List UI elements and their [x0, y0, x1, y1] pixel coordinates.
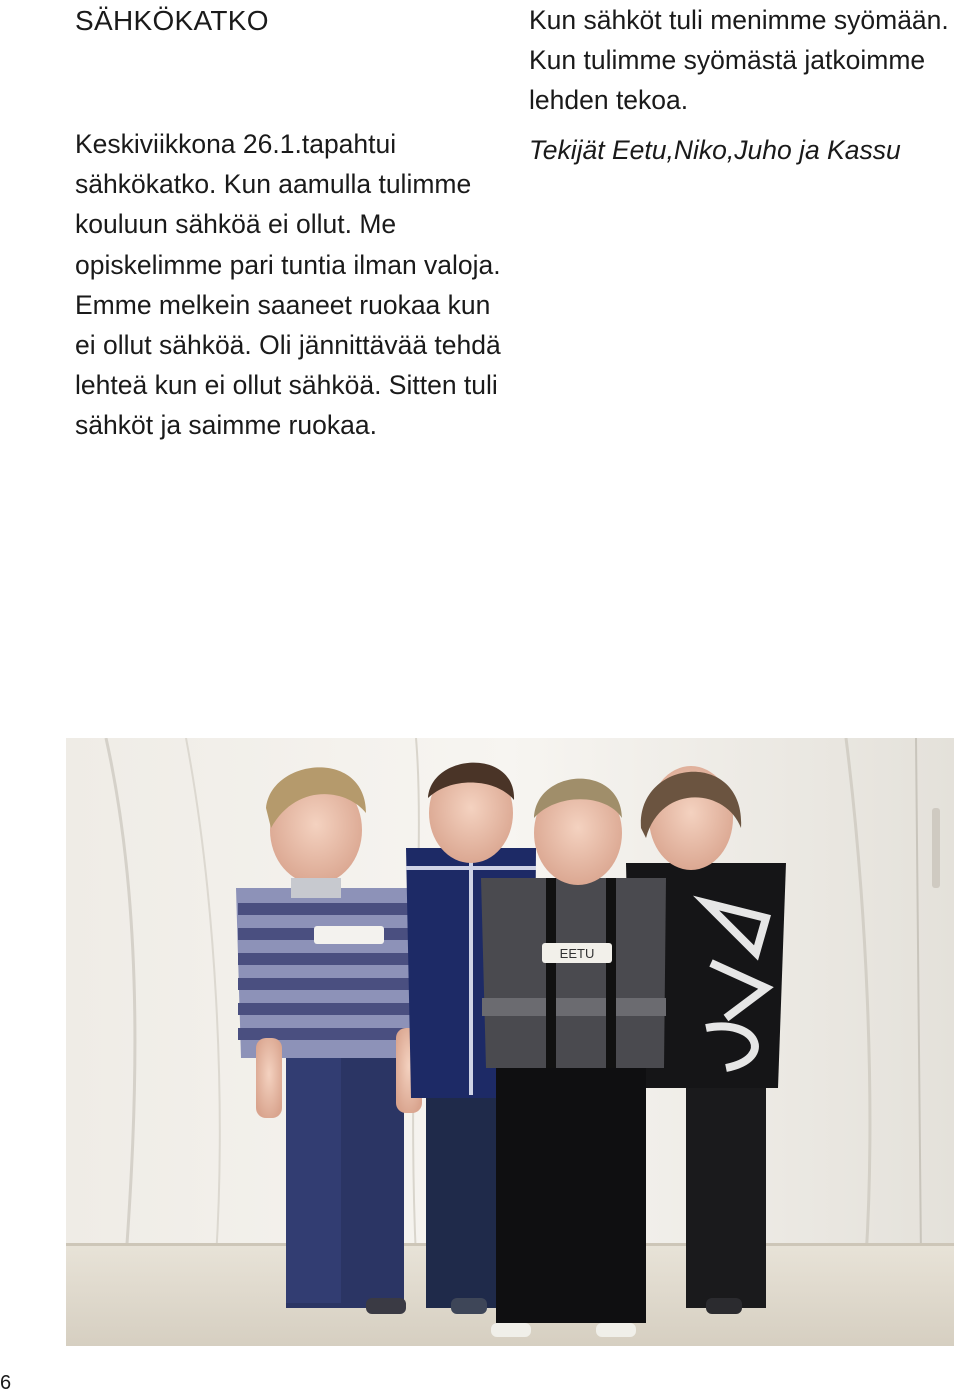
left-text-column	[75, 124, 505, 446]
authors-credit: Tekijät Eetu,Niko,Juho ja Kassu	[529, 134, 901, 165]
name-tag-label: EETU	[559, 946, 595, 961]
article-paragraph: Keskiviikkona 26.1.tapahtui sähkökatko. Kun aamulla tulimme kouluun sähköä ei ollut. Me opiskelimme pari tuntia ilman valoja. Emme melkein saaneet ruokaa kun ei ollut sähköä. Oli jännittävää tehdä lehteä kun ei ollut sähköä. Sitten tuli sähköt ja saimme ruokaa.	[75, 129, 501, 441]
page-number: 6	[0, 1372, 12, 1394]
article-title: SÄHKÖKATKO	[75, 5, 269, 36]
continuation-paragraph: Kun sähköt tuli menimme syömään. Kun tulimme syömästä jatkoimme lehden tekoa.	[529, 5, 949, 116]
photo-illustration	[66, 738, 954, 1346]
right-text-column	[529, 0, 949, 166]
group-photo	[66, 738, 954, 1346]
